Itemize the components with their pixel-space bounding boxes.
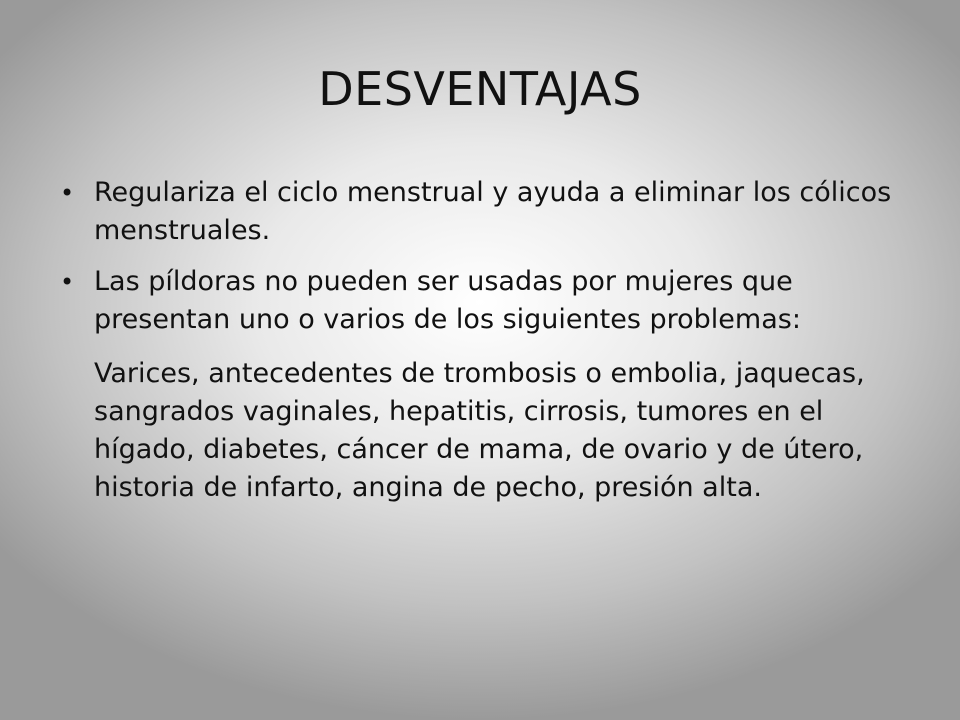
bullet-icon: • bbox=[60, 179, 75, 207]
slide-title: DESVENTAJAS bbox=[318, 62, 642, 116]
bullet-item-2 bbox=[60, 263, 920, 339]
bullet-icon: • bbox=[60, 268, 75, 296]
conditions-paragraph: Varices, antecedentes de trombosis o embolia, jaquecas, sangrados vaginales, hepatitis, cirrosis, tumores en el hígado, diabetes, cáncer de mama, de ovario y de útero, historia de infarto, angina de pecho, presión alta. bbox=[94, 358, 865, 503]
slide-body bbox=[60, 174, 920, 507]
bullet-text: Las píldoras no pueden ser usadas por mujeres que presentan uno o varios de los siguientes problemas: bbox=[94, 266, 801, 335]
bullet-item-1 bbox=[60, 174, 920, 250]
bullet-text: Regulariza el ciclo menstrual y ayuda a eliminar los cólicos menstruales. bbox=[94, 177, 892, 246]
